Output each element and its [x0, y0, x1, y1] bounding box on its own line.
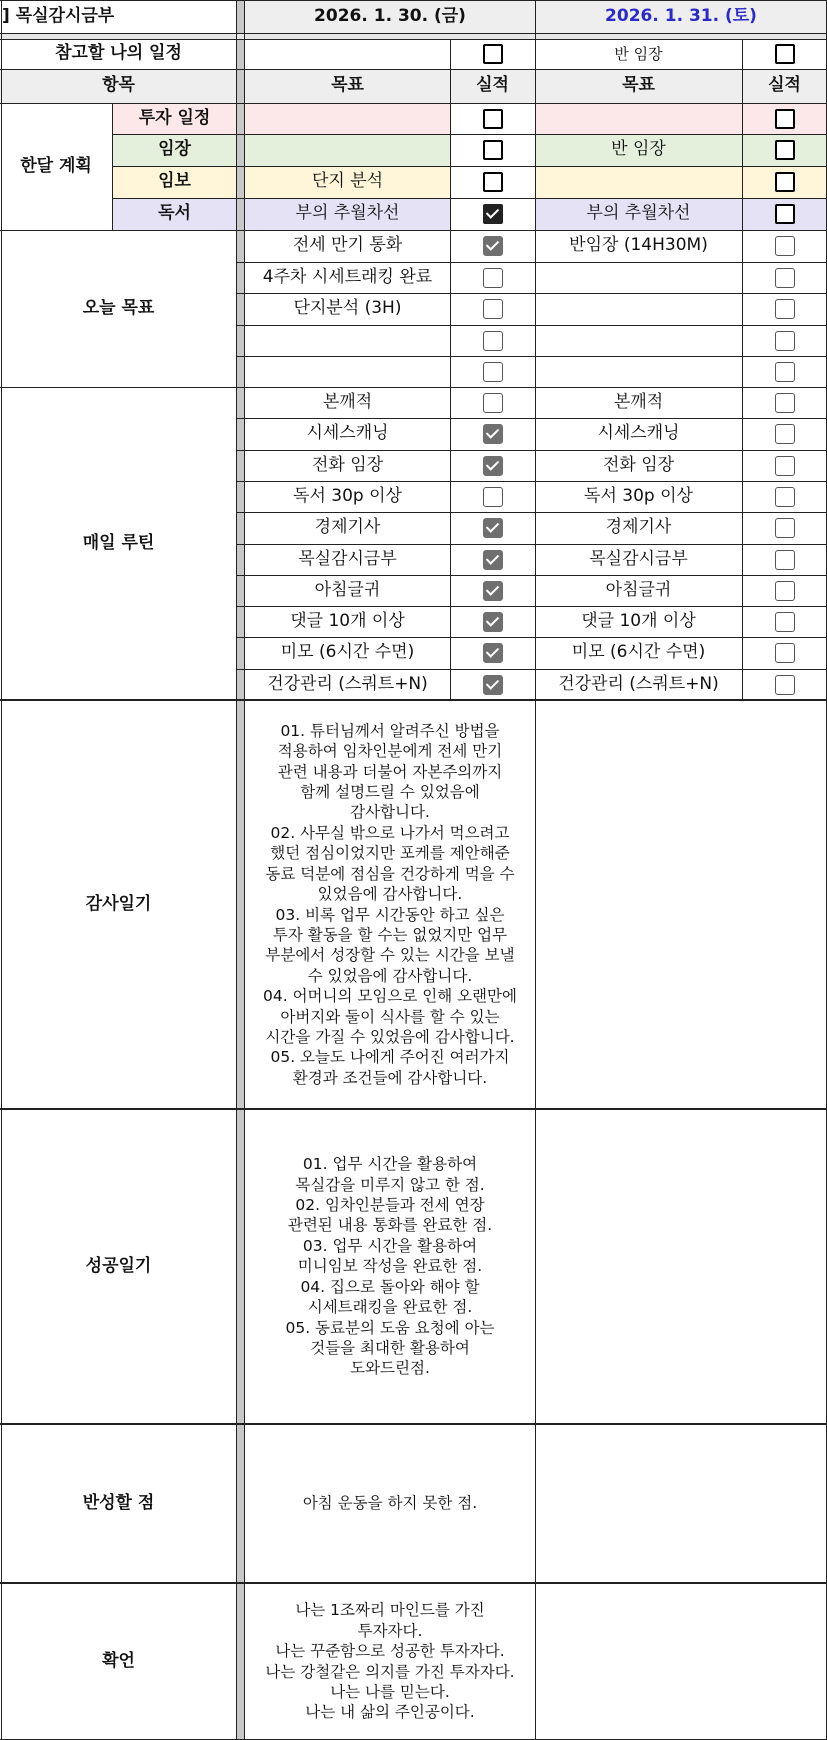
- empty-checkbox-icon[interactable]: [775, 331, 795, 351]
- journal-body-day1: 나는 1조짜리 마인드를 가진 투자자다. 나는 꾸준함으로 성공한 투자자다. 나는 강철같은 의지를 가진 투자자다. 나는 나를 믿는다. 나는 내 삶의 주인공이다.: [265, 1601, 515, 1722]
- journal-body-day1: 아침 운동을 하지 못한 점.: [302, 1494, 478, 1513]
- routine-goal-day2-text: 본깨적: [613, 391, 664, 412]
- grid-line: [0, 103, 827, 104]
- grid-line: [237, 262, 827, 263]
- routine-goal-day1-text: 독서 30p 이상: [293, 485, 402, 506]
- today-goal-day1-text: 전세 만기 통화: [292, 235, 403, 256]
- checked-checkbox-icon[interactable]: [483, 424, 503, 444]
- grid-line: [0, 0, 827, 1]
- routine-goal-day2: [535, 669, 742, 700]
- routine-check-day2[interactable]: [742, 575, 827, 606]
- routine-check-day1[interactable]: [450, 637, 535, 669]
- journal-label-cell: [0, 1109, 237, 1424]
- routine-check-day1[interactable]: [450, 387, 535, 418]
- journal-label: 감사일기: [85, 893, 152, 914]
- journal-body-day1: 01. 튜터님께서 알려주신 방법을 적용하여 임차인분에게 전세 만기 관련 내용과 더불어 자본주의까지 함께 설명드릴 수 있었음에 감사합니다. 02. 사무실 밖으로 나가서 먹으려고 했던 점심이었지만 포케를 제안해준 동료 덕분에 점심을 건강하게 먹을 수 있었음에 감사합니다. 03. 비록 업무 시간동안 하고 싶은 투자 활동을 할 수는 없었지만 업무 부분에서 성장할 수 있는 시간을 보낼 수 있었음에 감사합니다. 04. 어머니의 모임으로 인해 오랜만에 아버지와 둘이 식사를 할 수 있는 시간을 가질 수 있었음에 감사합니다. 05. 오늘도 나에게 주어진 여러가지 환경과 조건들에 감사합니다.: [263, 721, 517, 1087]
- monthly-goal-day2: [535, 198, 742, 230]
- empty-checkbox-icon[interactable]: [775, 424, 795, 444]
- routine-goal-day1: [245, 575, 450, 606]
- routine-goal-day2-text: 경제기사: [605, 517, 672, 538]
- date-day2: 2026. 1. 31. (토): [605, 5, 757, 26]
- grid-line: [0, 33, 827, 34]
- today-goal-day1: [245, 325, 450, 356]
- today-goal-day1-text: 단지분석 (3H): [293, 298, 402, 319]
- routine-goal-day2-text: 전화 임장: [602, 454, 675, 475]
- monthly-row-name-text: 임보: [158, 171, 191, 192]
- header-item-text: 항목: [102, 75, 135, 96]
- monthly-goal-day2: [535, 103, 742, 134]
- checked-checkbox-icon[interactable]: [483, 204, 503, 224]
- ref-label: 참고할 나의 일정: [55, 43, 182, 64]
- header-result-day2-text: 실적: [768, 75, 801, 96]
- grid-line: [237, 544, 827, 545]
- header-result-day2: [742, 69, 827, 103]
- routine-goal-day1-text: 아침글귀: [314, 579, 381, 600]
- date-day1: 2026. 1. 30. (금): [314, 5, 466, 26]
- routine-check-day2[interactable]: [742, 544, 827, 575]
- empty-checkbox-icon[interactable]: [775, 172, 795, 192]
- checked-checkbox-icon[interactable]: [483, 518, 503, 538]
- monthly-goal-day1: [245, 166, 450, 198]
- empty-checkbox-icon[interactable]: [775, 456, 795, 476]
- ref-label-cell: [0, 39, 237, 69]
- grid-line: [0, 1108, 827, 1110]
- empty-checkbox-icon[interactable]: [483, 109, 503, 129]
- routine-check-day2[interactable]: [742, 418, 827, 450]
- checked-checkbox-icon[interactable]: [483, 643, 503, 663]
- routine-goal-day1: [245, 481, 450, 512]
- today-check-day2[interactable]: [742, 230, 827, 262]
- journal-label-cell: [0, 1424, 237, 1583]
- grid-line: [237, 418, 827, 419]
- grid-line: [244, 0, 245, 1740]
- monthly-check-day1[interactable]: [450, 103, 535, 134]
- today-label-cell: [0, 230, 237, 387]
- routine-check-day1[interactable]: [450, 481, 535, 512]
- today-goal-day2: [535, 262, 742, 293]
- empty-checkbox-icon[interactable]: [775, 643, 795, 663]
- empty-checkbox-icon[interactable]: [483, 172, 503, 192]
- monthly-label-cell: [0, 103, 112, 230]
- monthly-goal-day1: [245, 198, 450, 230]
- checked-checkbox-icon[interactable]: [483, 581, 503, 601]
- ref-goal-day1: [245, 39, 450, 69]
- monthly-row-name-text: 투자 일정: [138, 107, 211, 128]
- date-cell-day2: [535, 0, 827, 33]
- monthly-goal-day1-text: 부의 추월차선: [295, 203, 400, 224]
- today-goal-day2-text: 반임장 (14H30M): [569, 235, 708, 256]
- monthly-row-name: [112, 198, 237, 230]
- journal-text-day2: [535, 1583, 827, 1740]
- empty-checkbox-icon[interactable]: [775, 236, 795, 256]
- today-check-day2[interactable]: [742, 356, 827, 387]
- header-goal-day1-text: 목표: [331, 75, 364, 96]
- today-goal-day2: [535, 293, 742, 325]
- routine-goal-day2: [535, 575, 742, 606]
- today-label: 오늘 목표: [82, 297, 155, 318]
- journal-label-cell: [0, 1583, 237, 1740]
- empty-checkbox-icon[interactable]: [775, 487, 795, 507]
- grid-line: [237, 669, 827, 670]
- grid-line: [826, 0, 827, 1740]
- today-goal-day1: [245, 293, 450, 325]
- today-goal-day2: [535, 356, 742, 387]
- empty-checkbox-icon[interactable]: [483, 268, 503, 288]
- grid-line: [535, 0, 536, 1740]
- journal-body-day1: 01. 업무 시간을 활용하여 목실감을 미루지 않고 한 점. 02. 임차인분들과 전세 연장 관련된 내용 통화를 완료한 점. 03. 업무 시간을 활용하여 미니임보 작성을 완료한 점. 04. 집으로 돌아와 해야 할 시세트래킹을 완료한 점. 05. 동료분의 도움 요청에 아는 것들을 최대한 활용하여 도와드린점.: [285, 1155, 495, 1378]
- routine-check-day1[interactable]: [450, 606, 535, 637]
- grid-line: [237, 325, 827, 326]
- empty-checkbox-icon[interactable]: [775, 675, 795, 695]
- empty-checkbox-icon[interactable]: [775, 109, 795, 129]
- journal-label: 확언: [102, 1650, 135, 1671]
- routine-goal-day1-text: 미모 (6시간 수면): [280, 642, 415, 663]
- today-check-day1[interactable]: [450, 356, 535, 387]
- empty-checkbox-icon[interactable]: [775, 44, 795, 64]
- grid-line: [112, 134, 827, 135]
- grid-line: [0, 387, 827, 388]
- empty-checkbox-icon[interactable]: [483, 393, 503, 413]
- routine-goal-day1-text: 전화 임장: [311, 454, 384, 475]
- empty-checkbox-icon[interactable]: [775, 140, 795, 160]
- empty-checkbox-icon[interactable]: [775, 268, 795, 288]
- today-goal-day2: [535, 325, 742, 356]
- today-check-day2[interactable]: [742, 293, 827, 325]
- routine-goal-day1: [245, 544, 450, 575]
- monthly-check-day2[interactable]: [742, 103, 827, 134]
- monthly-goal-day1: [245, 103, 450, 134]
- empty-checkbox-icon[interactable]: [775, 299, 795, 319]
- routine-goal-day2-text: 건강관리 (스쿼트+N): [558, 673, 719, 694]
- grid-line: [450, 39, 451, 700]
- header-item: [0, 69, 237, 103]
- journal-label: 성공일기: [85, 1255, 152, 1276]
- routine-goal-day1-text: 건강관리 (스쿼트+N): [267, 673, 428, 694]
- header-result-day1-text: 실적: [476, 75, 509, 96]
- routine-goal-day2: [535, 637, 742, 669]
- checked-checkbox-icon[interactable]: [483, 456, 503, 476]
- monthly-check-day1[interactable]: [450, 134, 535, 166]
- monthly-goal-day2-text: 반 임장: [611, 139, 666, 160]
- empty-checkbox-icon[interactable]: [483, 331, 503, 351]
- monthly-check-day1[interactable]: [450, 198, 535, 230]
- grid-line: [237, 293, 827, 294]
- empty-checkbox-icon[interactable]: [775, 518, 795, 538]
- today-goal-day1-text: 4주차 시세트래킹 완료: [262, 266, 433, 287]
- empty-checkbox-icon[interactable]: [483, 487, 503, 507]
- grid-line: [237, 606, 827, 607]
- ref-text-day2: 반 임장: [614, 44, 663, 63]
- routine-check-day1[interactable]: [450, 544, 535, 575]
- monthly-goal-day1-text: 단지 분석: [311, 171, 384, 192]
- routine-check-day1[interactable]: [450, 418, 535, 450]
- journal-label-cell: [0, 700, 237, 1109]
- grid-line: [1, 0, 2, 1740]
- routine-label: 매일 루틴: [82, 532, 155, 553]
- ref-check-day1[interactable]: [450, 39, 535, 69]
- empty-checkbox-icon[interactable]: [775, 362, 795, 382]
- routine-goal-day1: [245, 606, 450, 637]
- today-check-day2[interactable]: [742, 262, 827, 293]
- routine-goal-day2: [535, 450, 742, 481]
- empty-checkbox-icon[interactable]: [775, 612, 795, 632]
- journal-text-day2: [535, 1424, 827, 1583]
- routine-check-day2[interactable]: [742, 512, 827, 544]
- routine-goal-day1: [245, 418, 450, 450]
- monthly-row-name: [112, 134, 237, 166]
- today-check-day1[interactable]: [450, 230, 535, 262]
- grid-line: [0, 699, 827, 701]
- monthly-label: 한달 계획: [20, 155, 92, 176]
- journal-text-day1: [245, 1424, 535, 1583]
- grid-line: [0, 69, 827, 70]
- grid-line: [0, 1739, 827, 1740]
- journal-text-day1: [245, 1583, 535, 1740]
- grid-line: [0, 39, 827, 40]
- routine-goal-day2: [535, 418, 742, 450]
- grid-line: [742, 39, 743, 700]
- grid-line: [236, 0, 237, 1740]
- routine-goal-day1-text: 목실감시금부: [298, 548, 397, 569]
- today-check-day1[interactable]: [450, 325, 535, 356]
- routine-goal-day1: [245, 637, 450, 669]
- monthly-row-name: [112, 103, 237, 134]
- header-goal-day1: [245, 69, 450, 103]
- checked-checkbox-icon[interactable]: [483, 612, 503, 632]
- today-goal-day2: [535, 230, 742, 262]
- routine-goal-day2-text: 댓글 10개 이상: [581, 610, 696, 631]
- empty-checkbox-icon[interactable]: [775, 550, 795, 570]
- ref-check-day2[interactable]: [742, 39, 827, 69]
- monthly-goal-day2: [535, 134, 742, 166]
- routine-goal-day2: [535, 606, 742, 637]
- monthly-check-day2[interactable]: [742, 166, 827, 198]
- routine-goal-day1: [245, 512, 450, 544]
- routine-check-day1[interactable]: [450, 450, 535, 481]
- today-goal-day1: [245, 356, 450, 387]
- routine-goal-day2-text: 목실감시금부: [589, 548, 688, 569]
- grid-line: [0, 1582, 827, 1584]
- header-goal-day2: [535, 69, 742, 103]
- grid-line: [112, 166, 827, 167]
- empty-checkbox-icon[interactable]: [483, 299, 503, 319]
- routine-goal-day1: [245, 387, 450, 418]
- routine-goal-day2-text: 시세스캐닝: [597, 423, 680, 444]
- grid-line: [237, 450, 827, 451]
- routine-goal-day1: [245, 669, 450, 700]
- routine-check-day2[interactable]: [742, 637, 827, 669]
- empty-checkbox-icon[interactable]: [775, 581, 795, 601]
- page-title: ] 목실감시금부: [2, 5, 115, 26]
- routine-goal-day1-text: 댓글 10개 이상: [290, 610, 405, 631]
- routine-goal-day1: [245, 450, 450, 481]
- routine-check-day2[interactable]: [742, 481, 827, 512]
- routine-goal-day1-text: 시세스캐닝: [306, 423, 389, 444]
- routine-goal-day2: [535, 481, 742, 512]
- checked-checkbox-icon[interactable]: [483, 675, 503, 695]
- journal-label: 반성할 점: [82, 1492, 155, 1513]
- routine-check-day2[interactable]: [742, 387, 827, 418]
- grid-line: [237, 512, 827, 513]
- grid-line: [237, 575, 827, 576]
- routine-check-day1[interactable]: [450, 669, 535, 700]
- ref-goal-day2: [535, 39, 742, 69]
- routine-goal-day1-text: 본깨적: [322, 391, 373, 412]
- routine-goal-day2-text: 아침글귀: [605, 579, 672, 600]
- monthly-check-day2[interactable]: [742, 134, 827, 166]
- routine-goal-day2: [535, 544, 742, 575]
- monthly-row-name-text: 독서: [158, 203, 191, 224]
- grid-line: [112, 103, 113, 230]
- today-check-day2[interactable]: [742, 325, 827, 356]
- empty-checkbox-icon[interactable]: [775, 393, 795, 413]
- journal-text-day2: [535, 700, 827, 1109]
- today-check-day1[interactable]: [450, 262, 535, 293]
- monthly-goal-day2: [535, 166, 742, 198]
- empty-checkbox-icon[interactable]: [483, 362, 503, 382]
- journal-text-day1: [245, 1109, 535, 1424]
- monthly-check-day2[interactable]: [742, 198, 827, 230]
- journal-text-day2: [535, 1109, 827, 1424]
- routine-check-day2[interactable]: [742, 669, 827, 700]
- checked-checkbox-icon[interactable]: [483, 236, 503, 256]
- routine-check-day2[interactable]: [742, 450, 827, 481]
- routine-check-day1[interactable]: [450, 512, 535, 544]
- routine-check-day2[interactable]: [742, 606, 827, 637]
- routine-goal-day2: [535, 512, 742, 544]
- monthly-goal-day1: [245, 134, 450, 166]
- routine-check-day1[interactable]: [450, 575, 535, 606]
- routine-goal-day2-text: 독서 30p 이상: [584, 485, 693, 506]
- title-cell: [0, 0, 237, 33]
- monthly-row-name: [112, 166, 237, 198]
- grid-line: [0, 230, 827, 231]
- grid-line: [237, 481, 827, 482]
- checked-checkbox-icon[interactable]: [483, 550, 503, 570]
- grid-line: [112, 198, 827, 199]
- empty-checkbox-icon[interactable]: [483, 140, 503, 160]
- date-cell-day1: [245, 0, 535, 33]
- monthly-check-day1[interactable]: [450, 166, 535, 198]
- empty-checkbox-icon[interactable]: [483, 44, 503, 64]
- monthly-goal-day2-text: 부의 추월차선: [586, 203, 691, 224]
- header-result-day1: [450, 69, 535, 103]
- routine-goal-day1-text: 경제기사: [314, 517, 381, 538]
- routine-goal-day2-text: 미모 (6시간 수면): [571, 642, 706, 663]
- today-check-day1[interactable]: [450, 293, 535, 325]
- routine-label-cell: [0, 387, 237, 700]
- monthly-row-name-text: 임장: [158, 139, 191, 160]
- grid-line: [237, 356, 827, 357]
- today-goal-day1: [245, 230, 450, 262]
- header-goal-day2-text: 목표: [622, 75, 655, 96]
- grid-line: [0, 1423, 827, 1425]
- grid-line: [237, 637, 827, 638]
- journal-text-day1: [245, 700, 535, 1109]
- empty-checkbox-icon[interactable]: [775, 204, 795, 224]
- today-goal-day1: [245, 262, 450, 293]
- routine-goal-day2: [535, 387, 742, 418]
